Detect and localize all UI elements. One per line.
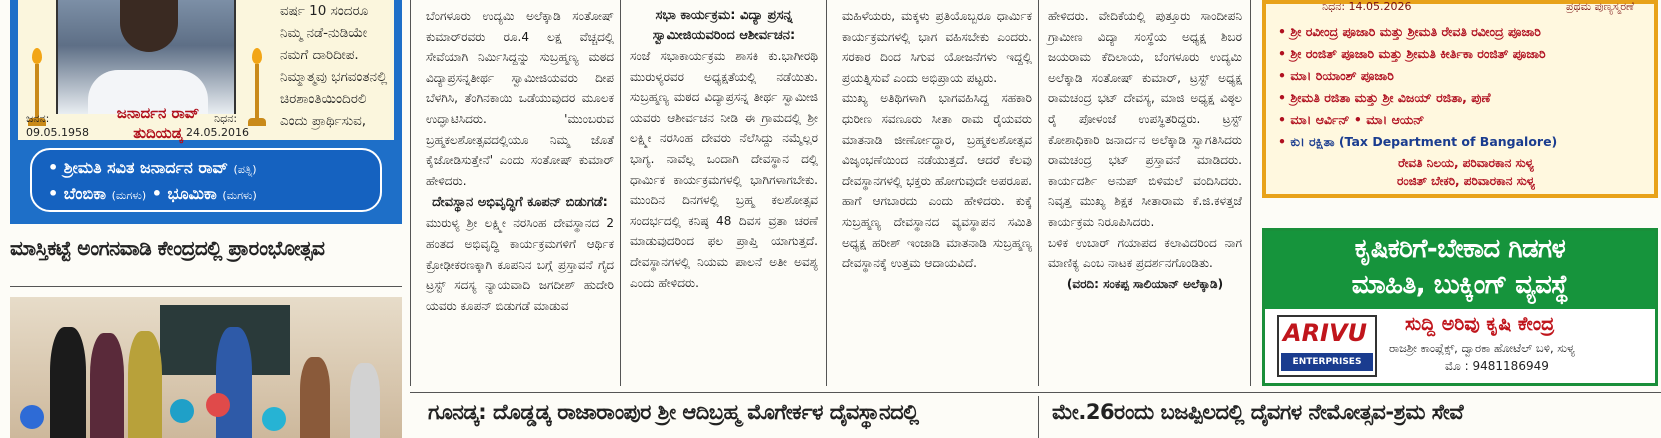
- anganwadi-headline: ಮಾಸ್ತಿಕಟ್ಟೆ ಅಂಗನವಾಡಿ ಕೇಂದ್ರದಲ್ಲಿ ಪ್ರಾರಂಭೋತ್ಸವ: [10, 236, 325, 260]
- agri-centre-ad: [1262, 228, 1658, 386]
- article-column-2: ಸಭಾ ಕಾರ್ಯಕ್ರಮ: ವಿದ್ಯಾ ಪ್ರಸನ್ನ ಸ್ವಾಮೀಜಿಯವರಿಂದ ಆಶೀರ್ವಚನ: ಸಂಜೆ ಸಭಾಕಾರ್ಯಕ್ರಮ ಶಾಸಕಿ ಕು.ಭಾಗೀರಥಿ ಮುರುಳ್ಯರವರ ಅಧ್ಯಕ್ಷತೆಯಲ್ಲಿ ನಡೆಯಿತು. ಸುಬ್ರಹ್ಮಣ್ಯ ಮಠದ ವಿದ್ಯಾಪ್ರಸನ್ನ ತೀರ್ಥ ಸ್ವಾಮೀಜಿ ಯವರು ಆಶೀರ್ವಚನ ನೀಡಿ ಈ ಗ್ರಾಮದಲ್ಲಿ ಶ್ರೀ ಲಕ್ಷ್ಮೀ ನರಸಿಂಹ ದೇವರು ನೆಲೆಸಿದ್ದು ನಮ್ಮೆಲ್ಲರ ಭಾಗ್ಯ. ನಾವೆಲ್ಲ ಒಂದಾಗಿ ದೇವಸ್ಥಾನ ದಲ್ಲಿ ಧಾರ್ಮಿಕ ಕಾರ್ಯಕ್ರಮಗಳಲ್ಲಿ ಭಾಗಿಗಳಾಗಬೇಕು. ಮುಂದಿನ ದಿನಗಳಲ್ಲಿ ಬ್ರಹ್ಮ ಕಲಶೋತ್ಸವ ಸಂದರ್ಭದಲ್ಲಿ ಕನಿಷ್ಠ 48 ದಿವಸ ವ್ರತಾ ಚರಣೆ ಮಾಡುವುದರಿಂದ ಫಲ ಪ್ರಾಪ್ತಿ ಯಾಗುತ್ತದೆ. ದೇವಸ್ಥಾನಗಳಲ್ಲಿ ನಿಯಮ ಪಾಲನೆ ಅತೀ ಅವಶ್ಯ ಎಂದು ಹೇಳಿದರು.: [630, 8, 818, 290]
- birth-date: 09.05.1958: [26, 126, 89, 139]
- ad-family-row: • ಶ್ರೀಮತಿ ರಜಿತಾ ಮತ್ತು ಶ್ರೀ ವಿಜಯ್ ರಜಿತಾ, ಪುಣೆ: [1278, 90, 1491, 105]
- article-column-3: ಮಹಿಳೆಯರು, ಮಕ್ಕಳು ಪ್ರತಿಯೊಬ್ಬರೂ ಧಾರ್ಮಿಕ ಕಾರ್ಯಕ್ರಮಗಳಲ್ಲಿ ಭಾಗ ವಹಿಸಬೇಕು ಎಂದರು. ಸರಕಾರ ದಿಂದ ಸಿಗುವ ಯೋಜನೆಗಳು ಇದ್ದಲ್ಲಿ ಪ್ರಯತ್ನಿಸುವೆ ಎಂದು ಅಭಿಪ್ರಾಯ ಪಟ್ಟರು. ಮುಖ್ಯ ಅತಿಥಿಗಳಾಗಿ ಭಾಗವಹಿಸಿದ್ದ ಸಹಕಾರಿ ಧುರೀಣ ಸವಣೂರು ಸೀತಾ ರಾಮ ರೈಯವರು ಮಾತನಾಡಿ ಜೀರ್ಣೋದ್ಧಾರ, ಬ್ರಹ್ಮಕಲಶೋತ್ಸವ ವಿಜೃಂಭಣೆಯಿಂದ ನಡೆಯುತ್ತದೆ. ಆದರೆ ಕೆಲವು ದೇವಸ್ಥಾನಗಳಲ್ಲಿ ಭಕ್ತರು ಹೋಗುವುದೇ ಅಪರೂಪ. ಹಾಗೆ ಆಗಬಾರದು ಎಂದು ಹೇಳಿದರು. ಕುಕ್ಕೆ ಸುಬ್ರಹ್ಮಣ್ಯ ದೇವಸ್ಥಾನದ ವ್ಯವಸ್ಥಾಪನ ಸಮಿತಿ ಅಧ್ಯಕ್ಷ ಹರೀಶ್ ಇಂಜಾಡಿ ಮಾತನಾಡಿ ಸುಬ್ರಹ್ಮಣ್ಯ ದೇವಸ್ಥಾನಕ್ಕೆ ಉತ್ತಮ ಆದಾಯವಿದೆ.: [842, 9, 1032, 271]
- anganwadi-photo: [10, 297, 402, 438]
- family-members: • ಶ್ರೀಮತಿ ಸವಿತ ಜನಾರ್ದನ ರಾವ್ (ಪತ್ನಿ) • ಬೆಂಬಿಕಾ (ಮಗಳು) • ಭೂಮಿಕಾ (ಮಗಳು): [30, 148, 382, 212]
- ad-date: ನಿಧನ: 14.05.2026: [1322, 0, 1412, 13]
- tribute-ad: [1262, 0, 1658, 198]
- death-label: ನಿಧನ:: [214, 112, 238, 125]
- obituary-name: ಜನಾರ್ದನ ರಾವ್: [116, 104, 200, 122]
- ad-family-row: • ಕು। ರಕ್ಷಿತಾ (Tax Department of Bangalore): [1278, 134, 1558, 149]
- divider: [10, 286, 402, 287]
- ad-family-row: • ಮಾ। ರಿಯಾಂಶ್ ಪೂಜಾರಿ: [1278, 68, 1394, 83]
- ad-address: ರೇವತಿ ನಿಲಯ, ಪರಿವಾರಕಾನ ಸುಳ್ಯ: [1398, 156, 1534, 170]
- ad-banner: ಕೃಷಿಕರಿಗೆ-ಬೇಕಾದ ಗಿಡಗಳ ಮಾಹಿತಿ, ಬುಕ್ಕಿಂಗ್ ವ್ಯವಸ್ಥೆ: [1265, 231, 1655, 309]
- obituary-verse: ವರ್ಷ 10 ಸಂದರೂ ನಿಮ್ಮ ನಡೆ-ನುಡಿಯೇ ನಮಗೆ ದಾರಿದೀಪ. ನಿಮ್ಮಾತ್ಮವು ಭಗವಂತನಲ್ಲಿ ಚಿರಶಾಂತಿಯಿಂದಿರಲಿ ಎಂದು ಪ್ರಾರ್ಥಿಸುವ,: [280, 3, 388, 129]
- article-column-1: ಬೆಂಗಳೂರು ಉದ್ಯಮಿ ಅಲೆಕ್ಕಾಡಿ ಸಂತೋಷ್ ಕುಮಾರ್‌ರವರು ರೂ.4 ಲಕ್ಷ ವೆಚ್ಚದಲ್ಲಿ ಸೇವೆಯಾಗಿ ನಿರ್ಮಿಸಿದ್ದನ್ನು ಸುಬ್ರಹ್ಮಣ್ಯ ಮಠದ ವಿದ್ಯಾಪ್ರಸನ್ನತೀರ್ಥ ಸ್ವಾಮೀಜಿಯವರು ದೀಪ ಬೆಳಗಿಸಿ, ತೆಂಗಿನಕಾಯಿ ಒಡೆಯುವುದರ ಮೂಲಕ ಉದ್ಘಾಟಿಸಿದರು. 'ಮುಂಬರುವ ಬ್ರಹ್ಮಕಲಶೋತ್ಸವದಲ್ಲಿಯೂ ನಿಮ್ಮ ಜೊತೆ ಕೈಜೋಡಿಸುತ್ತೇನೆ' ಎಂದು ಸಂತೋಷ್ ಕುಮಾರ್ ಹೇಳಿದರು. ದೇವಸ್ಥಾನ ಅಭಿವೃದ್ಧಿಗೆ ಕೂಪನ್ ಬಿಡುಗಡೆ: ಮುರುಳ್ಯ ಶ್ರೀ ಲಕ್ಷ್ಮೀ ನರಸಿಂಹ ದೇವಸ್ಥಾನದ 2 ಹಂತದ ಅಭಿವೃದ್ಧಿ ಕಾರ್ಯಕ್ರಮಗಳಿಗೆ ಆರ್ಥಿಕ ಕ್ರೋಢೀಕರಣಕ್ಕಾಗಿ ಕೂಪನಿನ ಬಗ್ಗೆ ಪ್ರಸ್ತಾವನೆ ಗೈದ ಟ್ರಸ್ಟ್ ಸದಸ್ಯ ನ್ಯಾಯವಾದಿ ಜಗದೀಶ್ ಹುದೇರಿ ಯವರು ಕೂಪನ್ ಬಿಡುಗಡೆ ಮಾಡುವ: [426, 9, 614, 313]
- death-date: 24.05.2016: [186, 126, 249, 139]
- obituary-place: ತುದಿಯಡ್ಕ: [133, 124, 183, 142]
- ad-family-row: • ಮಾ। ಆರ್ವಿನ್ • ಮಾ। ಆಯನ್: [1278, 112, 1425, 127]
- oil-lamp-icon: [246, 48, 268, 128]
- headline-gunadka: ಗೂನಡ್ಕ: ದೊಡ್ಡಡ್ಕ ರಾಜಾರಾಂಪುರ ಶ್ರೀ ಆದಿಬ್ರಹ್ಮ ಮೊಗೇರ್ಕಳ ದೈವಸ್ಥಾನದಲ್ಲಿ: [428, 400, 919, 424]
- portrait-photo: [56, 0, 236, 114]
- obituary-panel: [18, 0, 394, 140]
- report-credit: (ವರದಿ: ಸಂಕಪ್ಪ ಸಾಲಿಯಾನ್ ಅಲೆಕ್ಕಾಡಿ): [1066, 276, 1224, 291]
- birth-label: ಜನನ:: [26, 112, 50, 125]
- arivu-logo: ARIVU ENTERPRISES: [1277, 315, 1377, 377]
- article-column-4: ಹೇಳಿದರು. ವೇದಿಕೆಯಲ್ಲಿ ಪುತ್ತೂರು ಸಾಂದೀಪನಿ ಗ್ರಾಮೀಣ ವಿದ್ಯಾ ಸಂಸ್ಥೆಯ ಅಧ್ಯಕ್ಷ ಶಿಬರ ಜಯರಾಮ ಕೆದಿಲಾಯ, ಬೆಂಗಳೂರು ಉದ್ಯಮಿ ಅಲೆಕ್ಕಾಡಿ ಸಂತೋಷ್ ಕುಮಾರ್, ಟ್ರಸ್ಟ್ ಅಧ್ಯಕ್ಷ ರಾಮಚಂದ್ರ ಭಟ್ ದೇವಸ್ಯ, ಮಾಜಿ ಅಧ್ಯಕ್ಷ ವಿಠ್ಠಲ ರೈ ಪೋಳಂಜೆ ಉಪಸ್ಥಿತರಿದ್ದರು. ಟ್ರಸ್ಟ್ ಕೋಶಾಧಿಕಾರಿ ಜನಾರ್ದನ ಅಲೆಕ್ಕಾಡಿ ಸ್ವಾಗತಿಸಿದರು ರಾಮಚಂದ್ರ ಭಟ್ ಪ್ರಸ್ತಾವನೆ ಮಾಡಿದರು. ಕಾರ್ಯದರ್ಶಿ ಅನುಪ್ ಬಿಳಿಮಲೆ ವಂದಿಸಿದರು. ನಿವೃತ್ತ ಮುಖ್ಯ ಶಿಕ್ಷಕ ಸೀತಾರಾಮ ಕೆ.ಜಿ.ಕಳತ್ತಜೆ ಕಾರ್ಯಕ್ರಮ ನಿರೂಪಿಸಿದರು. ಬಳಿಕ ಉಬಾರ್ ಗಯಾಪದ ಕಲಾವಿದರಿಂದ ನಾಗ ಮಾಣಿಕ್ಯ ಎಂಬ ನಾಟಕ ಪ್ರದರ್ಶನಗೊಂಡಿತು. (ವರದಿ: ಸಂಕಪ್ಪ ಸಾಲಿಯಾನ್ ಅಲೆಕ್ಕಾಡಿ): [1048, 6, 1242, 294]
- ad-family-row: • ಶ್ರೀ ರವೀಂದ್ರ ಪೂಜಾರಿ ಮತ್ತು ಶ್ರೀಮತಿ ರೇವತಿ ರವೀಂದ್ರ ಪೂಜಾರಿ: [1278, 24, 1541, 39]
- headline-bajappila: ಮೇ.26ರಂದು ಬಜಪ್ಪಿಲದಲ್ಲಿ ದೈವಗಳ ನೇಮೋತ್ಸವ-ಶ್ರಮ ಸೇವೆ: [1052, 400, 1464, 424]
- ad-address: ರಂಜಿತ್ ಬೇಕರಿ, ಪರಿವಾರಕಾನ ಸುಳ್ಯ: [1397, 174, 1535, 188]
- ad-phone: ಮೊ : 9481186949: [1445, 359, 1549, 373]
- ad-address: ರಾಜಶ್ರೀ ಕಾಂಪ್ಲೆಕ್ಸ್, ದ್ವಾರಕಾ ಹೋಟೆಲ್ ಬಳಿ, ಸುಳ್ಯ: [1389, 341, 1575, 355]
- ad-family-row: • ಶ್ರೀ ರಂಜಿತ್ ಪೂಜಾರಿ ಮತ್ತು ಶ್ರೀಮತಿ ಕೀರ್ತಿಕಾ ರಂಜಿತ್ ಪೂಜಾರಿ: [1278, 46, 1546, 61]
- ad-business-name: ಸುದ್ದಿ ಅರಿವು ಕೃಷಿ ಕೇಂದ್ರ: [1405, 313, 1555, 335]
- ad-remembrance: ಪ್ರಥಮ ಪುಣ್ಯಸ್ಮರಣೆ: [1566, 0, 1635, 13]
- obituary-box: [10, 0, 402, 224]
